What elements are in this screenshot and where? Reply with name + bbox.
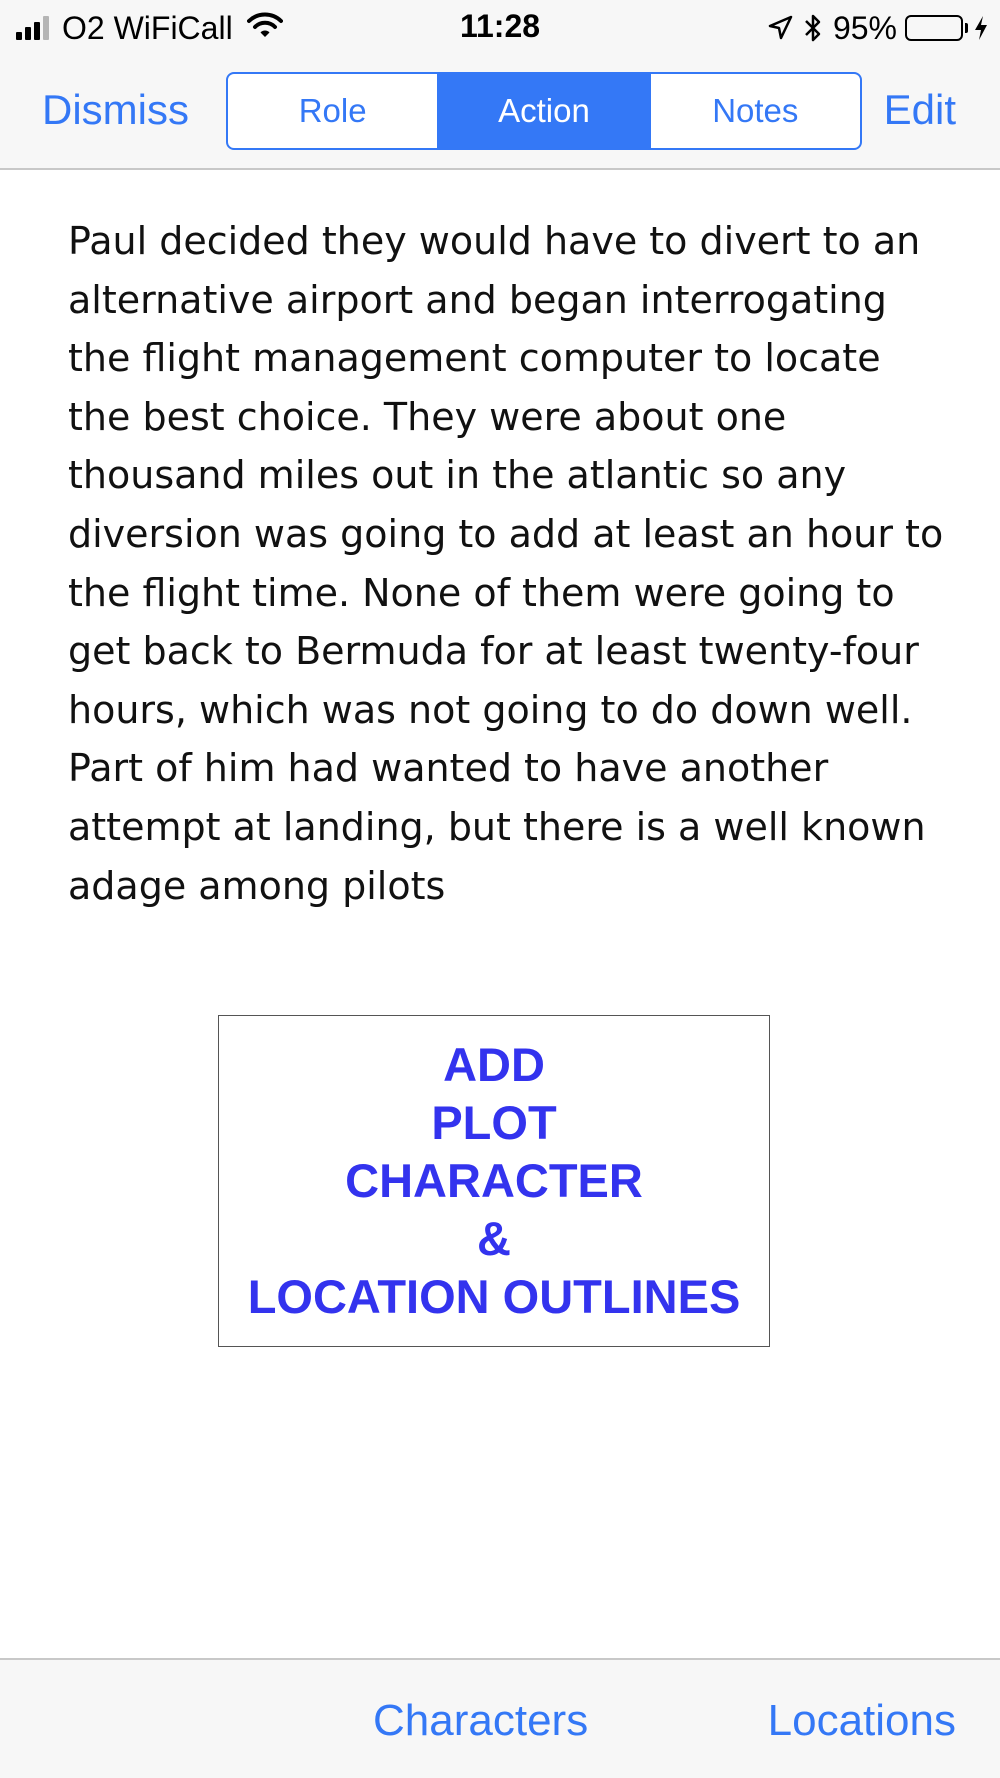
bluetooth-icon (803, 13, 823, 43)
outline-line-location: LOCATION OUTLINES (247, 1270, 741, 1323)
battery-icon (905, 15, 968, 41)
segment-action[interactable]: Action (437, 74, 648, 148)
status-time: 11:28 (459, 8, 541, 44)
charging-bolt-icon (974, 15, 988, 41)
locations-button[interactable]: Locations (767, 1696, 956, 1745)
status-right (767, 8, 988, 48)
segment-role[interactable]: Role (298, 92, 367, 129)
battery-percent: 95% (832, 9, 897, 46)
outline-line-add: ADD (443, 1038, 545, 1091)
edit-button[interactable]: Edit (883, 86, 956, 133)
segment-notes[interactable]: Notes (649, 74, 860, 148)
status-bar (0, 0, 1000, 56)
characters-button[interactable]: Characters (373, 1696, 589, 1745)
location-arrow-icon (767, 15, 793, 41)
segmented-control (226, 72, 862, 150)
outline-line-ampersand: & (477, 1212, 511, 1265)
outline-line-plot: PLOT (431, 1096, 557, 1149)
carrier-label: O2 WiFiCall (62, 9, 233, 46)
action-text: Paul decided they would have to divert to an alternative airport and began interrogating the flight management computer to locate the best choice. They were about one thousand miles out in the atlantic so any diversion was going to add at least an hour to the flight time. None of them were going to get back to Bermuda for at least twenty-four hours, which was not going to do down well. Part of him had wanted to have another attempt at landing, but there is a well known adage among pilots (68, 219, 944, 908)
add-outlines-button[interactable] (218, 1015, 770, 1347)
bottom-toolbar (0, 1658, 1000, 1778)
outline-line-character: CHARACTER (345, 1154, 643, 1207)
dismiss-button[interactable]: Dismiss (42, 86, 189, 133)
navigation-bar (0, 56, 1000, 170)
